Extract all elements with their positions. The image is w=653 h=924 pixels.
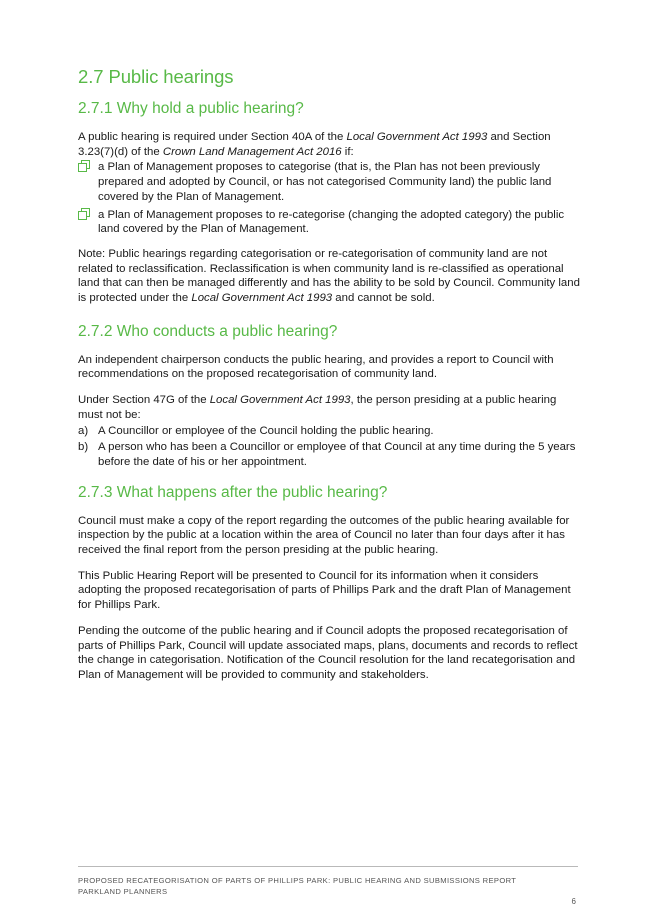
presiding-restrictions-list — [78, 424, 584, 470]
footer-author: PARKLAND PLANNERS — [78, 887, 168, 896]
page-footer — [78, 875, 578, 897]
chairperson-paragraph: An independent chairperson conducts the public hearing, and provides a report to Council with recommendations on the proposed recategorisation of community land. — [78, 353, 554, 381]
report-copy-paragraph: Council must make a copy of the report regarding the outcomes of the public hearing available for inspection by the public at a location within the area of Council no later than four days after it has received the final report from the person presiding at the public hearing. — [78, 514, 570, 557]
checkbox-bullet-icon — [78, 208, 92, 222]
footer-divider — [78, 866, 578, 867]
checkbox-bullet-icon — [78, 160, 92, 174]
why-intro-paragraph: A public hearing is required under Section 40A of the Local Government Act 1993 and Section 3.23(7)(d) of the Crown Land Management Act 2016 if: — [78, 131, 551, 158]
list-item: a) A Councillor or employee of the Council holding the public hearing. — [78, 424, 434, 437]
page-content — [78, 60, 584, 683]
reclassification-note: Note: Public hearings regarding categorisation or re-categorisation of community land are not related to reclassification. Reclassification is when community land is re-classified as operational land that can then be managed differently and has the ability to be sold by Council. Community land is protected under the Local Government Act 1993 and cannot be sold. — [78, 247, 580, 305]
list-marker: a) — [78, 424, 89, 437]
list-item: a Plan of Management proposes to categorise (that is, the Plan has not been previously prepared and adopted by Council, or has not categorised Community land) the public land covered by the Plan of Management. — [78, 160, 584, 204]
why-bullet-list — [78, 160, 584, 237]
list-item: a Plan of Management proposes to re-categorise (changing the adopted category) the public land covered by the Plan of Management. — [78, 208, 584, 237]
list-marker: b) — [78, 441, 89, 454]
council-presentation-paragraph: This Public Hearing Report will be presented to Council for its information when it considers adopting the proposed recategorisation of parts of Phillips Park and the draft Plan of Management for Phillips Park. — [78, 569, 571, 612]
page-number: 6 — [571, 897, 576, 906]
footer-report-title: PROPOSED RECATEGORISATION OF PARTS OF PHILLIPS PARK: PUBLIC HEARING AND SUBMISSIONS REPORT — [78, 876, 517, 885]
section-47g-paragraph: Under Section 47G of the Local Government Act 1993, the person presiding at a public hearing must not be: — [78, 394, 557, 421]
who-heading: 2.7.2 Who conducts a public hearing? — [78, 322, 338, 340]
after-heading: 2.7.3 What happens after the public hearing? — [78, 483, 388, 501]
why-heading: 2.7.1 Why hold a public hearing? — [78, 100, 304, 117]
list-item: b) A person who has been a Councillor or employee of that Council at any time during the 5 years before the date of his or her appointment. — [78, 441, 576, 468]
pending-outcome-paragraph: Pending the outcome of the public hearing and if Council adopts the proposed recategorisation of parts of Phillips Park, Council will update associated maps, plans, documents and records to reflect the change in categorisation. Notification of the Council resolution for the land recategorisation and Plan of Management will be provided to community and stakeholders. — [78, 624, 578, 681]
section-title: 2.7 Public hearings — [78, 66, 234, 87]
